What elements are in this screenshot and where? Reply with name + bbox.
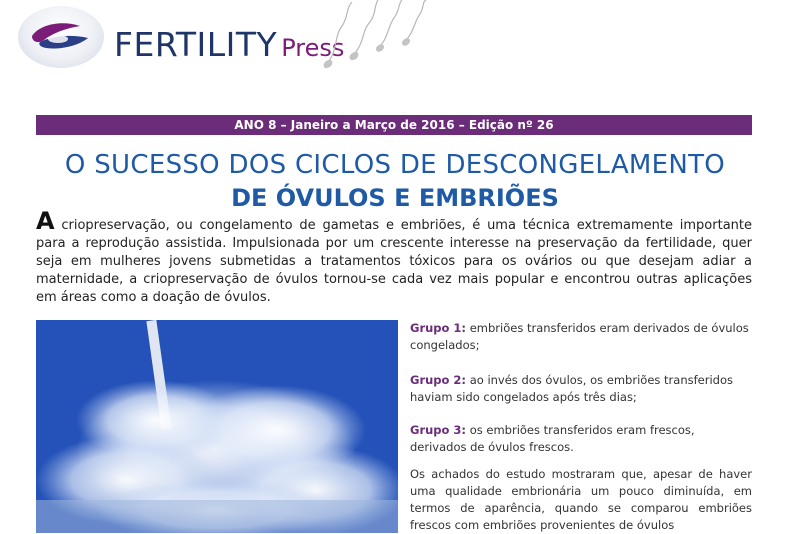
brand-sub: Press bbox=[281, 34, 345, 62]
group-2-text: ao invés dos óvulos, os embriões transferidos haviam sido congelados após três dias; bbox=[410, 373, 733, 404]
cryopreservation-photo bbox=[36, 320, 398, 533]
group-2-label: Grupo 2: bbox=[410, 373, 467, 387]
group-3-label: Grupo 3: bbox=[410, 423, 467, 437]
brand-main: FERTILITY bbox=[114, 25, 278, 64]
logo-badge bbox=[18, 6, 104, 68]
group-1-text: embriões transferidos eram derivados de óvulos congelados; bbox=[410, 321, 749, 352]
intro-paragraph bbox=[36, 207, 752, 307]
cryo-vapor-image bbox=[36, 320, 398, 533]
article-title-line1: O SUCESSO DOS CICLOS DE DESCONGELAMENTO bbox=[64, 150, 726, 180]
conclusion-paragraph: Os achados do estudo mostraram que, apesar de haver uma qualidade embrionária um pouco diminuída, em termos de aparência, quando se comparou embriões frescos com embriões provenientes de óvulos bbox=[410, 467, 752, 532]
brand-wordmark bbox=[114, 25, 344, 64]
issue-band bbox=[36, 115, 752, 135]
article-title-line2: DE ÓVULOS E EMBRIÕES bbox=[231, 184, 559, 212]
group-1-label: Grupo 1: bbox=[410, 321, 467, 335]
group-1 bbox=[410, 320, 752, 354]
issue-label: ANO 8 – Janeiro a Março de 2016 – Edição nº 26 bbox=[234, 118, 554, 132]
sperm-cells-icon bbox=[318, 0, 478, 80]
intro-text: criopreservação, ou congelamento de gametas e embriões, é uma técnica extremamente importante para a reprodução assistida. Impulsionada por um crescente interesse na preservação da fertilidade, quer seja em mulheres jovens submetidas a tratamentos tóxicos para os ovários ou que desejam adiar a maternidade, a criopreservação de óvulos tornou-se cada vez mais popular e encontrou outras aplicações em áreas como a doação de óvulos. bbox=[36, 218, 752, 305]
group-3-text: os embriões transferidos eram frescos, derivados de óvulos frescos. bbox=[410, 423, 695, 454]
fertility-press-logo-icon bbox=[18, 6, 104, 68]
group-3 bbox=[410, 422, 752, 456]
group-2 bbox=[410, 372, 752, 406]
intro-dropcap: A bbox=[36, 207, 55, 235]
